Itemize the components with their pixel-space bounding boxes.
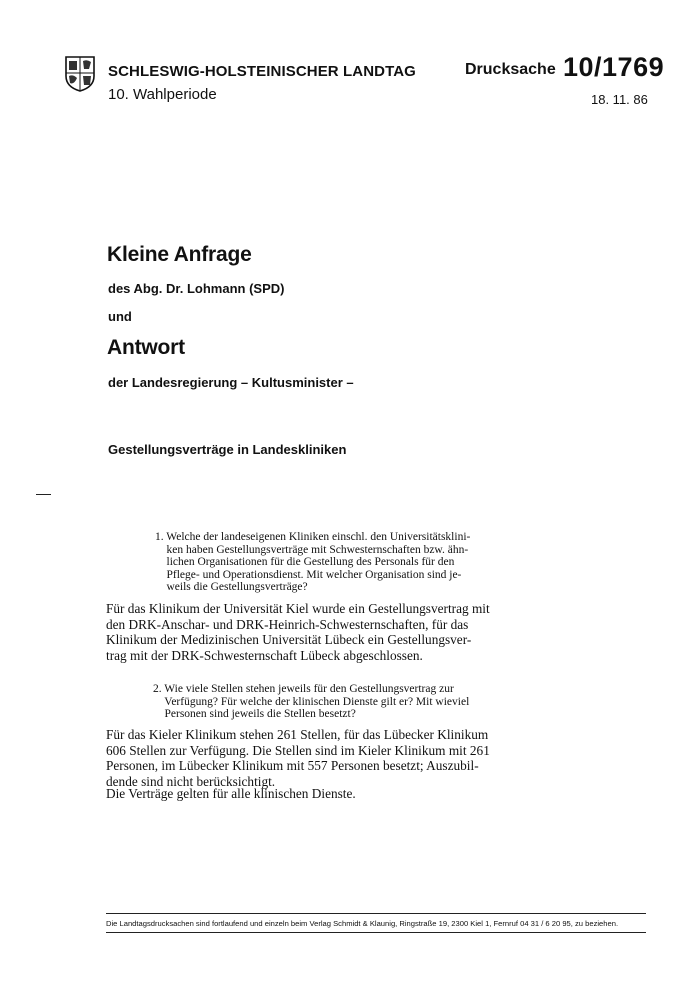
question-line: 1. Welche der landeseigenen Kliniken einschl. den Universitätsklini- bbox=[155, 531, 471, 543]
question-line: lichen Organisationen für die Gestellung des Personals für den bbox=[155, 556, 455, 569]
footer-note: Die Landtagsdrucksachen sind fortlaufend und einzeln beim Verlag Schmidt & Klaunig, Ringstraße 19, 2300 Kiel 1, Fernruf 04 31 / 6 20 95, zu beziehen. bbox=[106, 919, 619, 928]
inquiry-title: Kleine Anfrage bbox=[107, 243, 252, 266]
state-coat-of-arms-icon bbox=[65, 54, 95, 92]
answer-line: 606 Stellen zur Verfügung. Die Stellen sind im Kieler Klinikum mit 261 bbox=[106, 742, 490, 758]
document-number: 10/1769 bbox=[563, 52, 665, 82]
question-line: ken haben Gestellungsverträge mit Schwesternschaften bzw. ähn- bbox=[155, 543, 469, 556]
legislative-period: 10. Wahlperiode bbox=[108, 86, 217, 103]
question-line: Verfügung? Für welche der klinischen Dienste gilt er? Mit wieviel bbox=[153, 695, 470, 708]
conjunction: und bbox=[108, 309, 132, 324]
answer-line: Klinikum der Medizinischen Universität Lübeck ein Gestellungsver- bbox=[106, 632, 472, 648]
answer-line: Personen, im Lübecker Klinikum mit 557 Personen besetzt; Auszubil- bbox=[106, 758, 479, 774]
question-2 bbox=[153, 683, 469, 721]
answer-title: Antwort bbox=[107, 336, 185, 359]
footer-rule-top bbox=[106, 913, 646, 914]
subject-heading: Gestellungsverträge in Landeskliniken bbox=[108, 442, 347, 457]
document-label: Drucksache bbox=[465, 61, 556, 78]
question-line: 2. Wie viele Stellen stehen jeweils für den Gestellungsvertrag zur bbox=[153, 683, 454, 695]
question-line: weils die Gestellungsverträge? bbox=[155, 581, 308, 594]
question-line: Pflege- und Operationsdienst. Mit welcher Organisation sind je- bbox=[155, 568, 462, 581]
answer-3 bbox=[106, 786, 356, 802]
answer-line: trag mit der DRK-Schwesternschaft Lübeck abgeschlossen. bbox=[106, 647, 423, 663]
inquiry-author: des Abg. Dr. Lohmann (SPD) bbox=[108, 281, 285, 296]
question-1 bbox=[155, 531, 470, 594]
margin-mark bbox=[36, 494, 51, 495]
question-line: Personen sind jeweils die Stellen besetzt? bbox=[153, 708, 356, 721]
parliament-name: SCHLESWIG-HOLSTEINISCHER LANDTAG bbox=[108, 63, 416, 80]
answer-1 bbox=[106, 601, 490, 663]
answer-line: Für das Klinikum der Universität Kiel wurde ein Gestellungsvertrag mit bbox=[106, 601, 490, 616]
answer-2 bbox=[106, 727, 490, 789]
respondent: der Landesregierung – Kultusminister – bbox=[108, 375, 354, 390]
answer-line: den DRK-Anschar- und DRK-Heinrich-Schwesternschaften, für das bbox=[106, 616, 469, 632]
answer-line: dende sind nicht berücksichtigt. bbox=[106, 773, 276, 789]
answer-line: Die Verträge gelten für alle klinischen Dienste. bbox=[106, 786, 356, 801]
footer-rule-bottom bbox=[106, 932, 646, 933]
document-date: 18. 11. 86 bbox=[591, 92, 648, 107]
answer-line: Für das Kieler Klinikum stehen 261 Stellen, für das Lübecker Klinikum bbox=[106, 727, 489, 742]
